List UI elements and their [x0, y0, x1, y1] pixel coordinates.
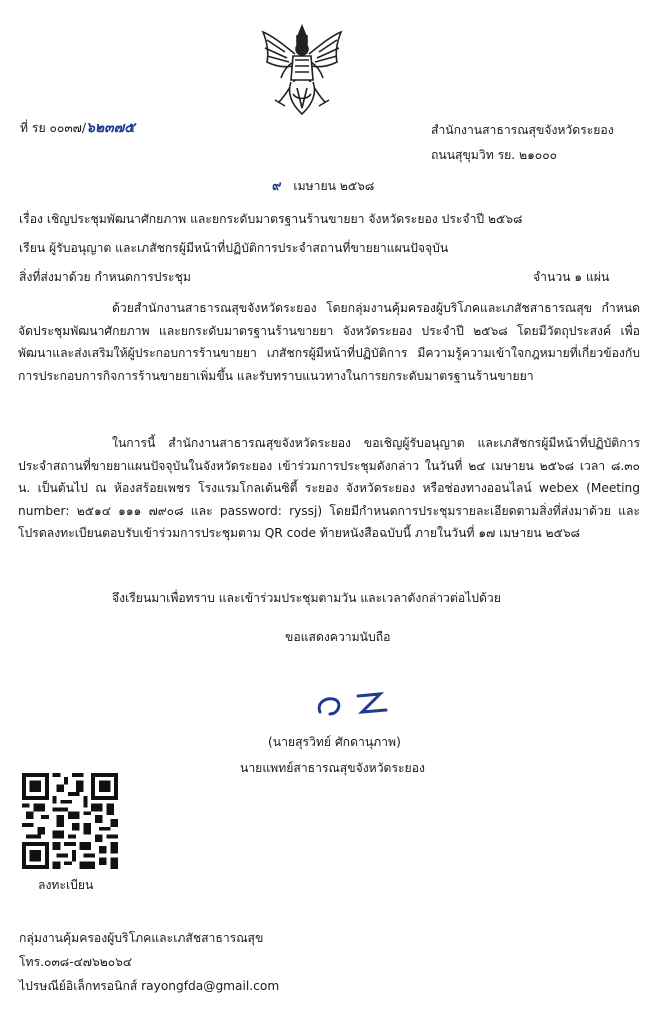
qr-code-icon[interactable]: [22, 773, 118, 869]
letter-date: [272, 177, 374, 196]
sender-address: ถนนสุขุมวิท รย. ๒๑๐๐๐: [431, 148, 558, 162]
garuda-emblem-icon: [257, 22, 347, 122]
enclosure-line: สิ่งที่ส่งมาด้วย กำหนดการประชุม: [19, 270, 191, 284]
body-paragraph-1-text: ด้วยสำนักงานสาธารณสุขจังหวัดระยอง โดยกลุ่มงานคุ้มครองผู้บริโภคและเภสัชสาธารณสุข กำหนดจัดประชุมพัฒนาศักยภาพ และยกระดับมาตรฐานร้านขายยา จังหวัดระยอง ประจำปี ๒๕๖๘ โดยมีวัตถุประสงค์ เพื่อพัฒนาและส่งเสริมให้ผู้ประกอบการร้านขายยา เภสัชกรผู้มีหน้าที่ปฏิบัติการ มีความรู้ความเข้าใจกฎหมายที่เกี่ยวข้องกับการประกอบการกิจการร้านขายยาเพิ่มขึ้น และรับทราบแนวทางในการยกระดับมาตรฐานร้านขายยา: [18, 301, 640, 383]
closing-sentence: จึงเรียนมาเพื่อทราบ และเข้าร่วมประชุมตามวัน และเวลาดังกล่าวต่อไปด้วย: [112, 591, 501, 605]
handwritten-signature: [308, 686, 408, 720]
date-month-year: เมษายน ๒๕๖๘: [293, 179, 375, 193]
body-paragraph-2: [18, 432, 640, 545]
salutation: ขอแสดงความนับถือ: [285, 630, 391, 644]
reference-handwritten: ๖๒๓๗๕: [85, 120, 135, 136]
footer-email: ไปรษณีย์อิเล็กทรอนิกส์ rayongfda@gmail.com: [19, 979, 280, 993]
footer-department: กลุ่มงานคุ้มครองผู้บริโภคและเภสัชสาธารณสุข: [19, 931, 264, 945]
date-day-handwritten: ๙: [272, 179, 282, 194]
body-paragraph-2-text: ในการนี้ สำนักงานสาธารณสุขจังหวัดระยอง ขอเชิญผู้รับอนุญาต และเภสัชกรผู้มีหน้าที่ปฏิบัติการประจำสถานที่ขายยาแผนปัจจุบันในจังหวัดระยอง เข้าร่วมการประชุมดังกล่าว ในวันที่ ๒๔ เมษายน ๒๕๖๘ เวลา ๘.๓๐ น. เป็นต้นไป ณ ห้องสร้อยเพชร โรงแรมโกลเด้นซิตี้ ระยอง จังหวัดระยอง หรือช่องทางออนไลน์ webex (Meeting number: ๒๕๑๔ ๑๑๑ ๗๙๐๘ และ password: ryssj) โดยมีกำหนดการประชุมรายละเอียดตามสิ่งที่ส่งมาด้วย และโปรดลงทะเบียนตอบรับเข้าร่วมการประชุมตาม QR code ท้ายหนังสือฉบับนี้ ภายในวันที่ ๑๗ เมษายน ๒๕๖๘: [18, 436, 640, 540]
reference-number: [20, 119, 135, 137]
sender-office: สำนักงานสาธารณสุขจังหวัดระยอง: [431, 123, 614, 137]
subject-line: เรื่อง เชิญประชุมพัฒนาศักยภาพ และยกระดับมาตรฐานร้านขายยา จังหวัดระยอง ประจำปี ๒๕๖๘: [19, 212, 523, 226]
reference-printed: ที่ รย ๐๐๓๗/: [20, 121, 86, 135]
signer-title: นายแพทย์สาธารณสุขจังหวัดระยอง: [240, 761, 425, 775]
body-paragraph-1: [18, 297, 640, 387]
addressee-line: เรียน ผู้รับอนุญาต และเภสัชกรผู้มีหน้าที่ปฏิบัติการประจำสถานที่ขายยาแผนปัจจุบัน: [19, 241, 449, 255]
footer-phone: โทร.๐๓๘-๔๗๖๒๐๖๔: [19, 955, 133, 969]
qr-caption: ลงทะเบียน: [38, 878, 94, 892]
enclosure-count: จำนวน ๑ แผ่น: [533, 270, 610, 284]
signer-name: (นายสุรวิทย์ ศักดานุภาพ): [268, 735, 401, 749]
